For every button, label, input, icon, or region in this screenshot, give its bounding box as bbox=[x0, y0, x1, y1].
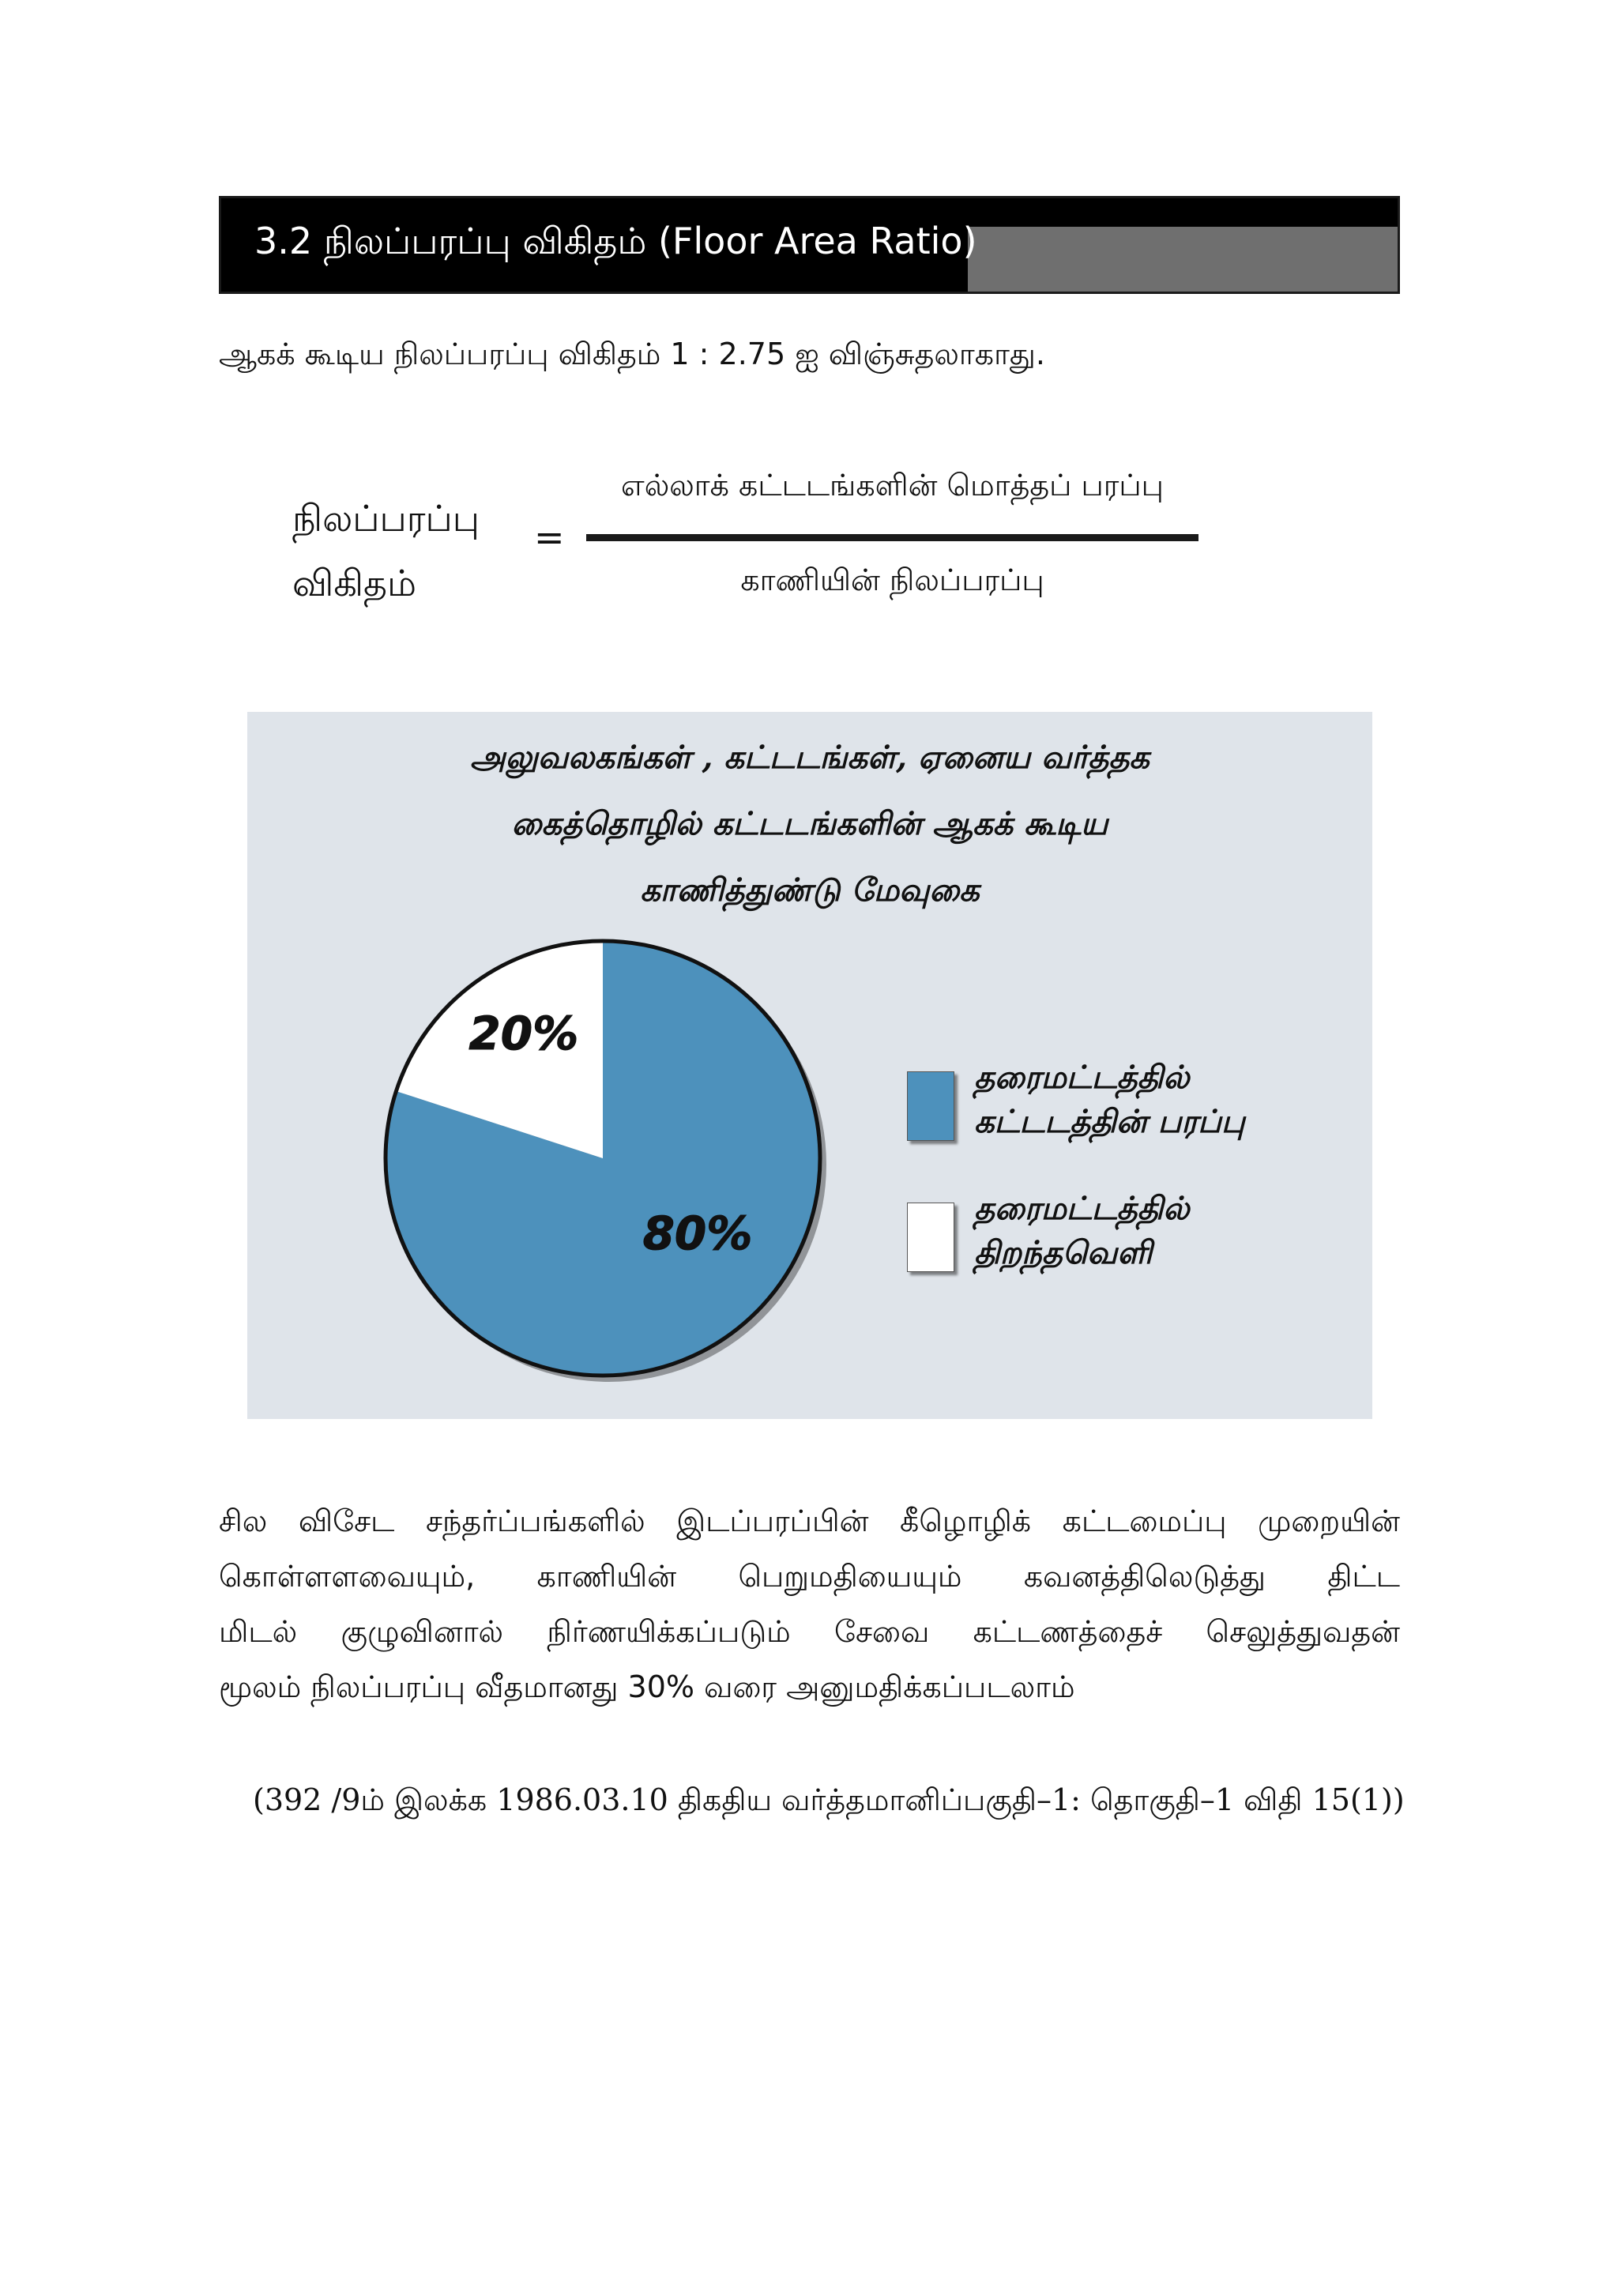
paragraph-line-3: மிடல் குழுவினால் நிர்ணயிக்கப்படும் சேவை கட்டணத்தைச் செலுத்துவதன் bbox=[219, 1614, 1400, 1649]
body-paragraph bbox=[219, 1493, 1400, 1714]
chart-title-line-2: கைத்தொழில் கட்டடங்களின் ஆகக் கூடிய bbox=[511, 805, 1108, 842]
header-accent-bar bbox=[968, 227, 1398, 292]
formula-equals-sign: = bbox=[534, 516, 565, 559]
legend-label-open-space-line2: திறந்தவெளி bbox=[974, 1234, 1153, 1271]
pie-data-label-building-area: 80% bbox=[642, 1206, 753, 1260]
legend-label-building-area-line2: கட்டடத்தின் பரப்பு bbox=[974, 1103, 1245, 1140]
paragraph-line-2: கொள்ளளவையும், காணியின் பெறுமதியையும் கவனத்திலெடுத்து திட்ட bbox=[219, 1559, 1400, 1594]
section-title: 3.2 நிலப்பரப்பு விகிதம் (Floor Area Ratio) bbox=[254, 220, 977, 262]
paragraph-line-4: மூலம் நிலப்பரப்பு வீதமானது 30% வரை அனுமதிக்கப்படலாம் bbox=[219, 1669, 1075, 1704]
formula-denominator: காணியின் நிலப்பரப்பு bbox=[740, 563, 1044, 597]
gazette-citation: (392 /9ம் இலக்க 1986.03.10 திகதிய வர்த்தமானிப்பகுதி–1: தொகுதி–1 விதி 15(1)) bbox=[253, 1782, 1405, 1817]
formula-lhs-line2: விகிதம் bbox=[292, 562, 417, 604]
fraction-bar bbox=[586, 534, 1198, 541]
section-header bbox=[219, 196, 1400, 294]
chart-title-line-3: காணித்துண்டு மேவுகை bbox=[640, 871, 980, 909]
pie-chart-panel bbox=[247, 712, 1372, 1419]
formula-lhs-line1: நிலப்பரப்பு bbox=[292, 497, 480, 540]
formula-numerator: எல்லாக் கட்டடங்களின் மொத்தப் பரப்பு bbox=[621, 468, 1164, 502]
legend-label-building-area-line1: தரைமட்டத்தில் bbox=[974, 1059, 1190, 1096]
chart-title-line-1: அலுவலகங்கள் , கட்டடங்கள், ஏனைய வர்த்தக bbox=[470, 739, 1150, 776]
legend-swatch-building-area bbox=[907, 1071, 954, 1141]
intro-text: ஆகக் கூடிய நிலப்பரப்பு விகிதம் 1 : 2.75 ஐ விஞ்சுதலாகாது. bbox=[219, 337, 1045, 371]
legend-label-open-space-line1: தரைமட்டத்தில் bbox=[974, 1190, 1190, 1227]
legend-label-open-space bbox=[974, 1187, 1189, 1275]
legend-swatch-open-space bbox=[907, 1203, 954, 1272]
legend-label-building-area bbox=[974, 1056, 1245, 1144]
formula-lhs bbox=[292, 486, 480, 615]
paragraph-line-1: சில விசேட சந்தர்ப்பங்களில் இடப்பரப்பின் கீழொழிக் கட்டமைப்பு முறையின் bbox=[219, 1504, 1400, 1538]
pie-data-label-open-space: 20% bbox=[468, 1007, 579, 1061]
